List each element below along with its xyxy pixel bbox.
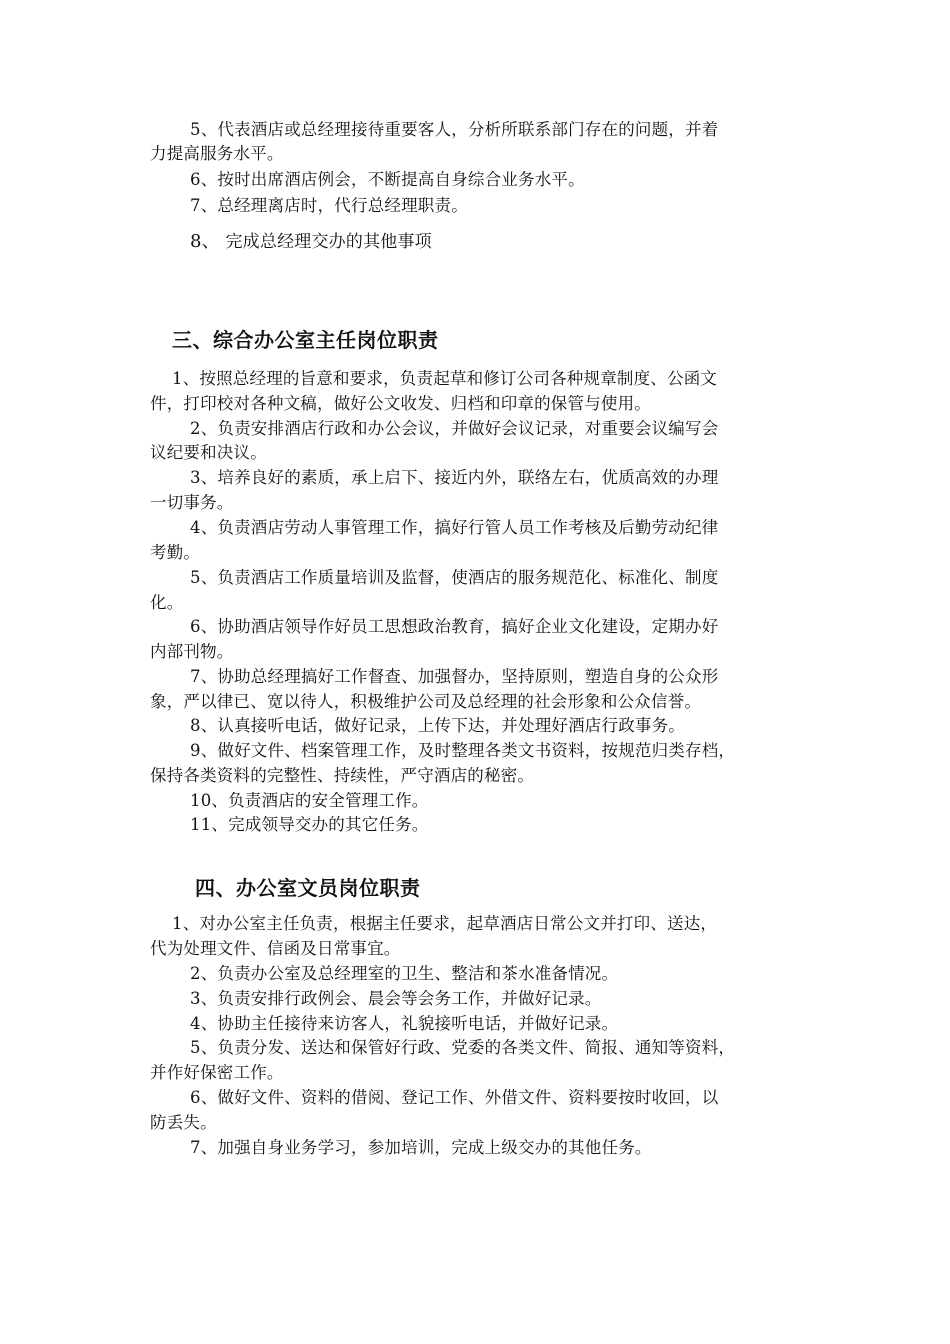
s3-item-2-line-2: 议纪要和决议。 — [150, 443, 267, 462]
s2-item-8 — [190, 230, 432, 254]
s4-item-6-line-2: 防丢失。 — [150, 1113, 217, 1132]
s3-item-11: 11、完成领导交办的其它任务。 — [190, 815, 429, 834]
s4-item-5-line-2: 并作好保密工作。 — [150, 1063, 284, 1082]
s3-item-6-line-2: 内部刊物。 — [150, 642, 234, 661]
s4-item-3: 3、负责安排行政例会、晨会等会务工作，并做好记录。 — [190, 989, 602, 1008]
s3-item-9-line-2: 保持各类资料的完整性、持续性，严守酒店的秘密。 — [150, 766, 535, 785]
s3-item-1-line-2: 件，打印校对各种文稿，做好公文收发、归档和印章的保管与使用。 — [150, 394, 651, 413]
s3-item-3-line-2: 一切事务。 — [150, 493, 234, 512]
s3-item-2-line-1: 2、负责安排酒店行政和办公会议，并做好会议记录，对重要会议编写会 — [190, 419, 719, 438]
s3-item-3-line-1: 3、培养良好的素质，承上启下、接近内外，联络左右，优质高效的办理 — [190, 468, 719, 487]
s4-item-1-line-2: 代为处理文件、信函及日常事宜。 — [150, 939, 401, 958]
section-3-title: 三、综合办公室主任岗位职责 — [172, 328, 439, 352]
s4-item-5-line-1: 5、负责分发、送达和保管好行政、党委的各类文件、简报、通知等资料， — [190, 1038, 736, 1057]
s4-item-6-line-1: 6、做好文件、资料的借阅、登记工作、外借文件、资料要按时收回，以 — [190, 1088, 719, 1107]
s4-item-1-line-1: 1、对办公室主任负责，根据主任要求，起草酒店日常公文并打印、送达， — [172, 914, 718, 933]
s3-item-4-line-2: 考勤。 — [150, 543, 201, 562]
s3-item-10: 10、负责酒店的安全管理工作。 — [190, 791, 429, 810]
s2-item-5-line-2: 力提高服务水平。 — [150, 144, 284, 163]
s3-item-4-line-1: 4、负责酒店劳动人事管理工作，搞好行管人员工作考核及后勤劳动纪律 — [190, 518, 719, 537]
s3-item-6-line-1: 6、协助酒店领导作好员工思想政治教育，搞好企业文化建设，定期办好 — [190, 617, 719, 636]
section-4-title: 四、办公室文员岗位职责 — [195, 876, 421, 900]
s3-item-7-line-2: 象，严以律已、宽以待人，积极维护公司及总经理的社会形象和公众信誉。 — [150, 692, 702, 711]
s2-item-8-number: 8、 — [190, 231, 220, 252]
s2-item-8-text: 完成总经理交办的其他事项 — [219, 232, 432, 252]
s3-item-1-line-1: 1、按照总经理的旨意和要求，负责起草和修订公司各种规章制度、公函文 — [172, 369, 718, 388]
s2-item-6: 6、按时出席酒店例会，不断提高自身综合业务水平。 — [190, 170, 585, 189]
s3-item-5-line-1: 5、负责酒店工作质量培训及监督，使酒店的服务规范化、标准化、制度 — [190, 568, 719, 587]
s2-item-7: 7、总经理离店时，代行总经理职责。 — [190, 196, 468, 215]
s4-item-7: 7、加强自身业务学习，参加培训，完成上级交办的其他任务。 — [190, 1138, 652, 1157]
s2-item-5-line-1: 5、代表酒店或总经理接待重要客人，分析所联系部门存在的问题，并着 — [190, 120, 719, 139]
s3-item-5-line-2: 化。 — [150, 593, 184, 612]
s3-item-8: 8、认真接听电话，做好记录，上传下达，并处理好酒店行政事务。 — [190, 716, 685, 735]
s3-item-9-line-1: 9、做好文件、档案管理工作，及时整理各类文书资料，按规范归类存档， — [190, 741, 736, 760]
s4-item-4: 4、协助主任接待来访客人，礼貌接听电话，并做好记录。 — [190, 1014, 619, 1033]
s3-item-7-line-1: 7、协助总经理搞好工作督查、加强督办，坚持原则，塑造自身的公众形 — [190, 667, 719, 686]
s4-item-2: 2、负责办公室及总经理室的卫生、整洁和茶水准备情况。 — [190, 964, 619, 983]
